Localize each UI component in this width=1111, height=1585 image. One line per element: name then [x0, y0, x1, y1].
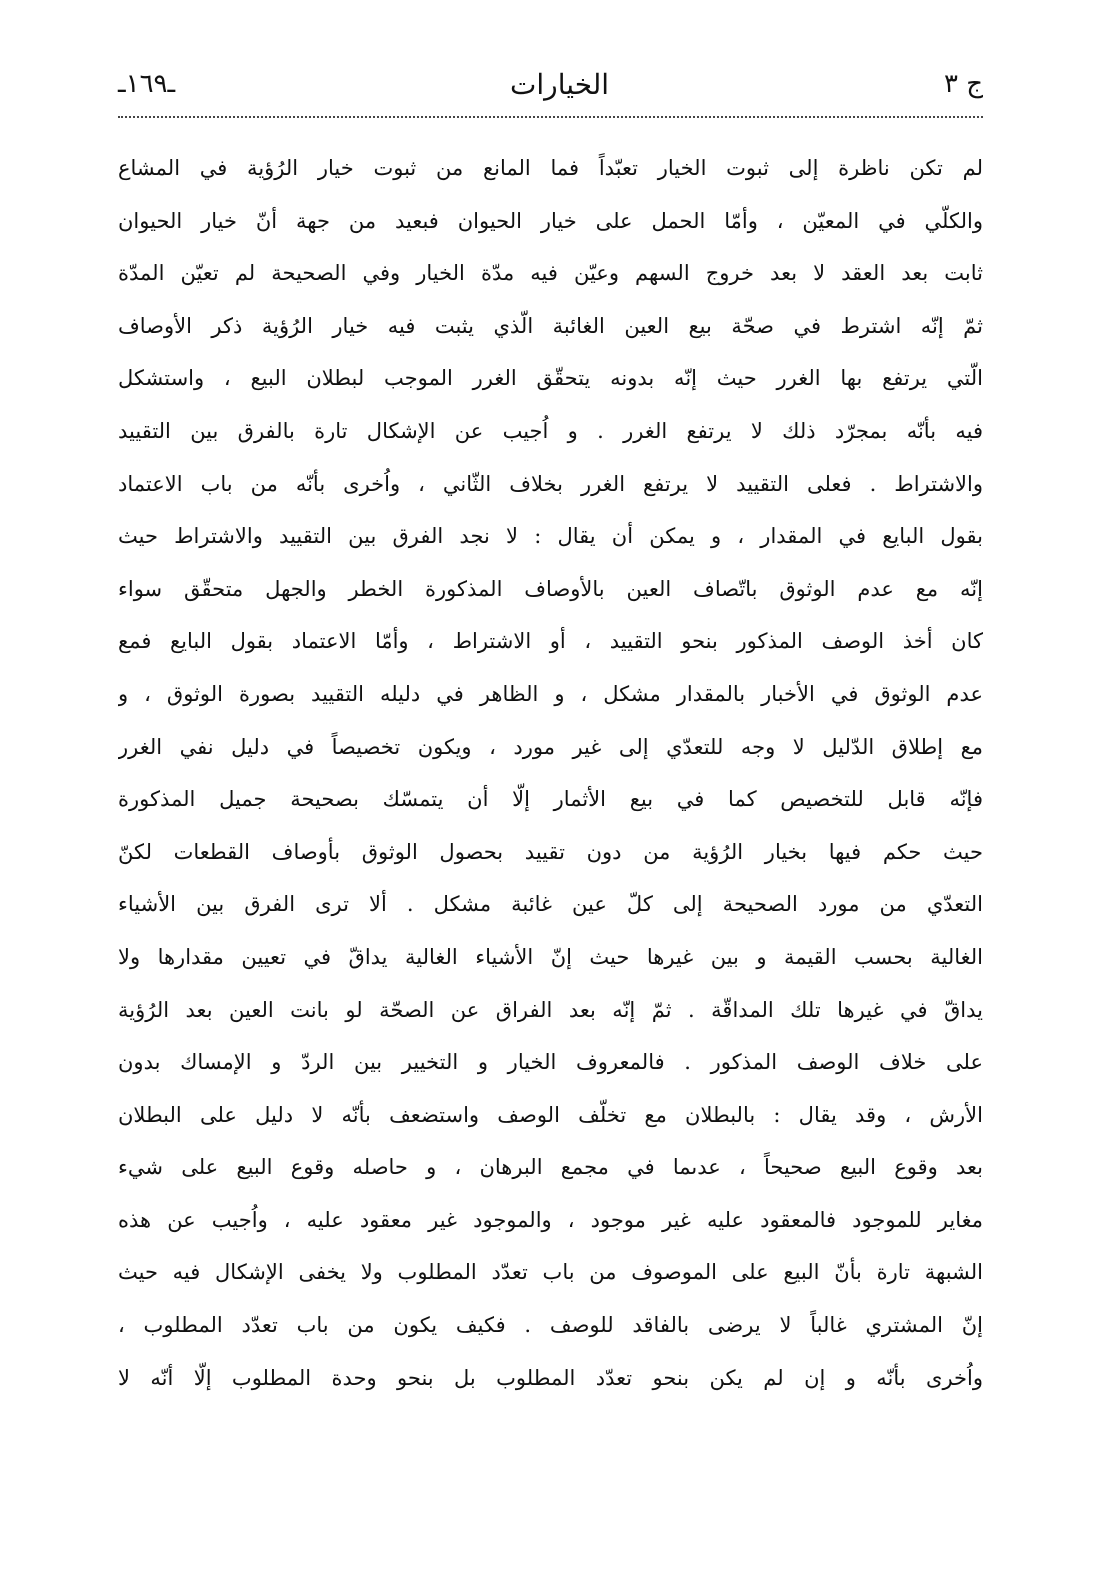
body-text	[118, 142, 983, 1404]
text-line: واُخرى بأنّه و إن لم يكن بنحو تعدّد المطلوب بل بنحو وحدة المطلوب إلّا أنّه لا	[118, 1365, 983, 1390]
text-line: عدم الوثوق في الأخبار بالمقدار مشكل ، و الظاهر في دليله التقييد بصورة الوثوق ، و	[118, 681, 983, 706]
text-line: ثمّ إنّه اشترط في صحّة بيع العين الغائبة الّذي يثبت فيه خيار الرُؤية ذكر الأوصاف	[118, 313, 983, 338]
text-line: حيث حكم فيها بخيار الرُؤية من دون تقييد بحصول الوثوق بأوصاف القطعات لكنّ	[118, 839, 983, 864]
text-line: فإنّه قابل للتخصيص كما في بيع الأثمار إلّا أن يتمسّك بصحيحة جميل المذكورة	[118, 787, 983, 812]
text-line: على خلاف الوصف المذكور . فالمعروف الخيار و التخيير بين الردّ و الإمساك بدون	[118, 1050, 983, 1075]
text-line: إنّه مع عدم الوثوق باتّصاف العين بالأوصاف المذكورة الخطر والجهل متحقّق سواء	[118, 576, 983, 601]
text-line: ثابت بعد العقد لا بعد خروج السهم وعيّن فيه مدّة الخيار وفي الصحيحة لم تعيّن المدّة	[118, 261, 983, 286]
text-line: الغالية بحسب القيمة و بين غيرها حيث إنّ الأشياء الغالية يداقّ في تعيين مقدارها ولا	[118, 944, 983, 969]
text-line: مع إطلاق الدّليل لا وجه للتعدّي إلى غير مورد ، ويكون تخصيصاً في دليل نفي الغرر	[118, 734, 983, 759]
text-line: التعدّي من مورد الصحيحة إلى كلّ عين غائبة مشكل . ألا ترى الفرق بين الأشياء	[118, 892, 983, 917]
text-line: الأرش ، وقد يقال : بالبطلان مع تخلّف الوصف واستضعف بأنّه لا دليل على البطلان	[118, 1102, 983, 1127]
text-line: فيه بأنّه بمجرّد ذلك لا يرتفع الغرر . و اُجيب عن الإشكال تارة بالفرق بين التقييد	[118, 418, 983, 443]
text-line: كان أخذ الوصف المذكور بنحو التقييد ، أو الاشتراط ، وأمّا الاعتماد بقول البايع فمع	[118, 629, 983, 654]
volume-label: ج ٣	[943, 69, 983, 99]
header-divider	[118, 116, 983, 118]
text-line: والكلّي في المعيّن ، وأمّا الحمل على خيار الحيوان فبعيد من جهة أنّ خيار الحيوان	[118, 208, 983, 233]
text-line: يداقّ في غيرها تلك المداقّة . ثمّ إنّه بعد الفراق عن الصحّة لو بانت العين بعد الرُؤية	[118, 997, 983, 1022]
text-line: الّتي يرتفع بها الغرر حيث إنّه بدونه يتحقّق الغرر الموجب لبطلان البيع ، واستشكل	[118, 366, 983, 391]
text-line: الشبهة تارة بأنّ البيع على الموصوف من باب تعدّد المطلوب ولا يخفى الإشكال فيه حيث	[118, 1260, 983, 1285]
text-line: إنّ المشتري غالباً لا يرضى بالفاقد للوصف . فكيف يكون من باب تعدّد المطلوب ،	[118, 1313, 983, 1338]
chapter-title: الخيارات	[510, 67, 610, 101]
text-line: لم تكن ناظرة إلى ثبوت الخيار تعبّداً فما المانع من ثبوت خيار الرُؤية في المشاع	[118, 156, 983, 180]
text-line: بعد وقوع البيع صحيحاً ، عدىما في مجمع البرهان ، و حاصله وقوع البيع على شيء	[118, 1155, 983, 1180]
text-line: مغاير للموجود فالمعقود عليه غير موجود ، والموجود غير معقود عليه ، واُجيب عن هذه	[118, 1207, 983, 1232]
text-line: والاشتراط . فعلى التقييد لا يرتفع الغرر بخلاف الثّاني ، واُخرى بأنّه من باب الاعتماد	[118, 471, 983, 496]
page-number: ـ١٦٩ـ	[118, 69, 176, 99]
text-line: بقول البايع في المقدار ، و يمكن أن يقال : لا نجد الفرق بين التقييد والاشتراط حيث	[118, 524, 983, 549]
page-header	[118, 62, 983, 106]
